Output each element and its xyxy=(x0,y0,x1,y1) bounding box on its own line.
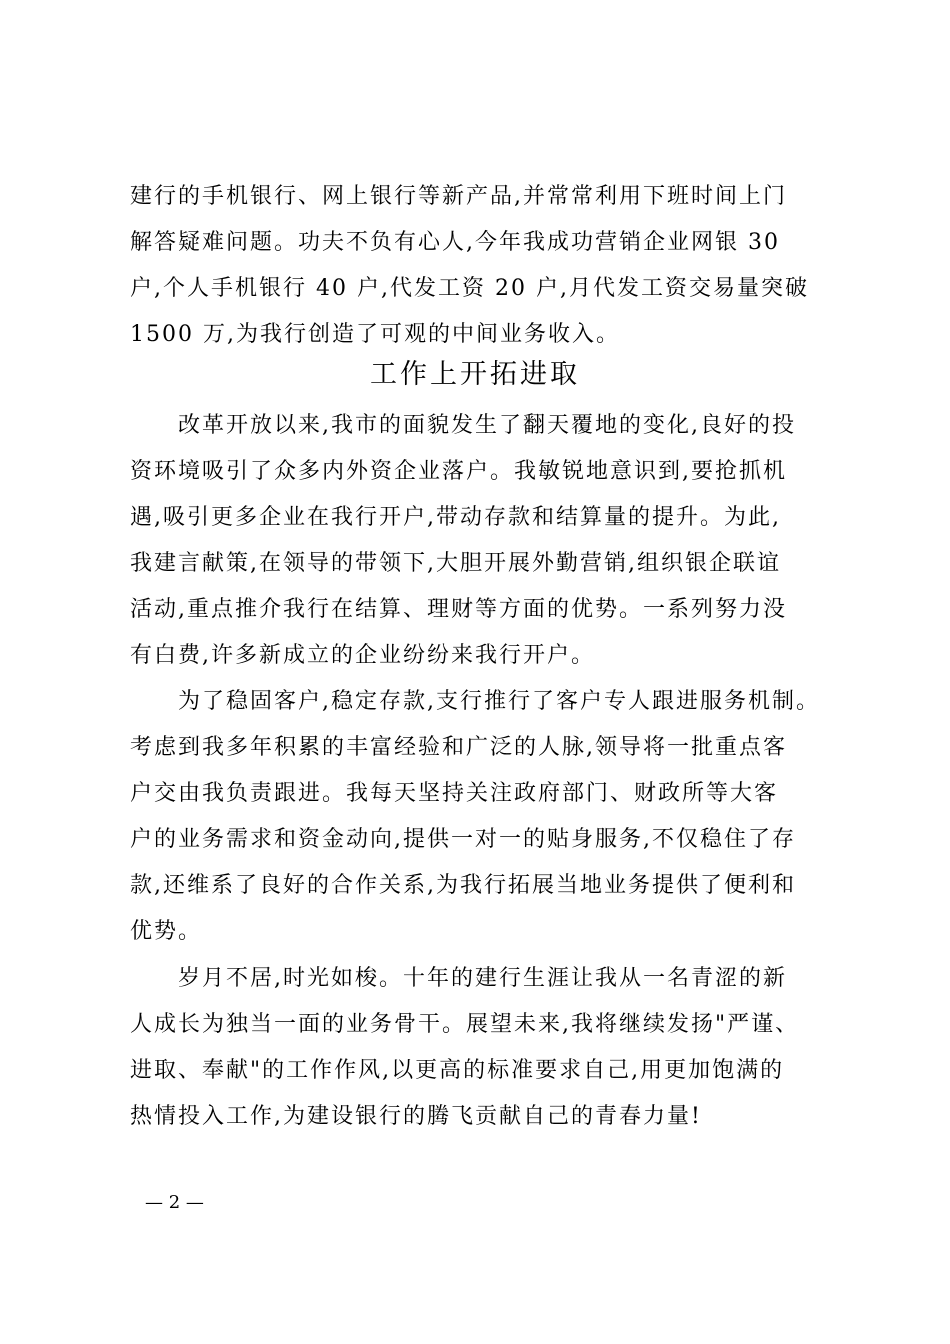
text-line: 进取、奉献"的工作作风,以更高的标准要求自己,用更加饱满的 xyxy=(130,1058,785,1083)
text-line: 遇,吸引更多企业在我行开户,带动存款和结算量的提升。为此, xyxy=(130,505,781,530)
text-line: 人成长为独当一面的业务骨干。展望未来,我将继续发扬"严谨、 xyxy=(130,1012,800,1037)
section-heading: 工作上开拓进取 xyxy=(370,359,580,390)
text-line: 有白费,许多新成立的企业纷纷来我行开户。 xyxy=(130,643,595,668)
text-line: 活动,重点推介我行在结算、理财等方面的优势。一系列努力没 xyxy=(130,597,787,622)
text-line: 热情投入工作,为建设银行的腾飞贡献自己的青春力量! xyxy=(130,1104,702,1129)
page-number: — 2 — xyxy=(145,1192,204,1213)
text-line: 建行的手机银行、网上银行等新产品,并常常利用下班时间上门 xyxy=(130,184,787,209)
text-line: 户的业务需求和资金动向,提供一对一的贴身服务,不仅稳住了存 xyxy=(130,827,796,852)
text-line: 资环境吸引了众多内外资企业落户。我敏锐地意识到,要抢抓机 xyxy=(130,459,787,484)
text-line: 岁月不居,时光如梭。十年的建行生涯让我从一名青涩的新 xyxy=(178,966,787,991)
text-line: 款,还维系了良好的合作关系,为我行拓展当地业务提供了便利和 xyxy=(130,873,796,898)
text-line: 优势。 xyxy=(130,919,203,944)
paragraph-1 xyxy=(130,403,830,679)
text-line: 改革开放以来,我市的面貌发生了翻天覆地的变化,良好的投 xyxy=(178,413,796,438)
paragraph-3 xyxy=(130,956,830,1140)
text-line: 解答疑难问题。功夫不负有心人,今年我成功营销企业网银 30 xyxy=(130,230,780,255)
paragraph-continued xyxy=(130,174,830,358)
text-line: 考虑到我多年积累的丰富经验和广泛的人脉,领导将一批重点客 xyxy=(130,735,787,760)
text-line: 为了稳固客户,稳定存款,支行推行了客户专人跟进服务机制。 xyxy=(178,689,820,714)
paragraph-2 xyxy=(130,679,830,955)
text-line: 我建言献策,在领导的带领下,大胆开展外勤营销,组织银企联谊 xyxy=(130,551,781,576)
text-line: 1500 万,为我行创造了可观的中间业务收入。 xyxy=(130,322,620,347)
text-line: 户交由我负责跟进。我每天坚持关注政府部门、财政所等大客 xyxy=(130,781,779,806)
text-line: 户,个人手机银行 40 户,代发工资 20 户,月代发工资交易量突破 xyxy=(130,276,809,301)
